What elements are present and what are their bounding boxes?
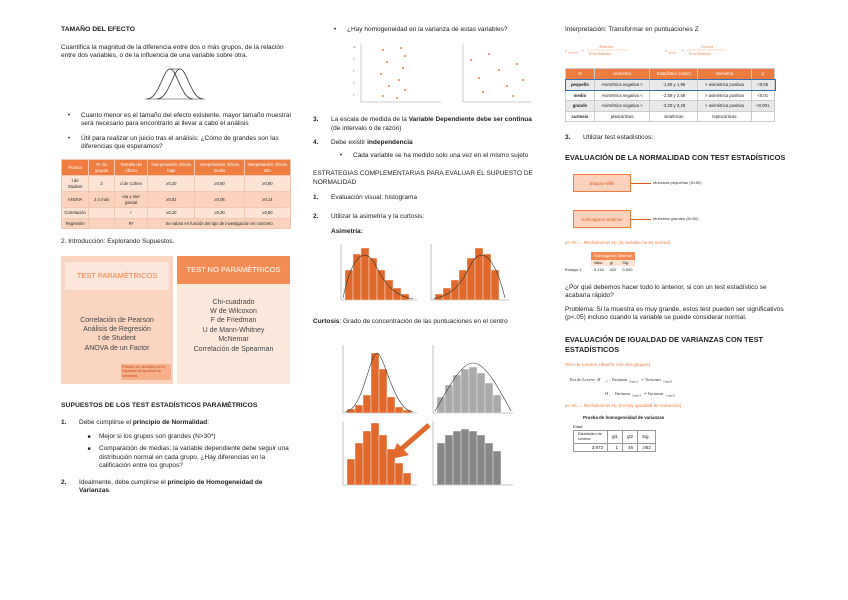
- assumption-2: 2. Idealmente, debe cumplirse el principio de Homogeneidad de Varianzas.: [61, 478, 263, 494]
- homogeneity-table-title: Prueba de homogeneidad de varianzas: [583, 414, 665, 420]
- svg-text:Curtosis: Curtosis: [701, 45, 714, 50]
- table-row: 3,973 1 46 ,052: [574, 443, 656, 452]
- scatter-plot-2: [463, 44, 531, 102]
- svg-text:6: 6: [353, 70, 355, 74]
- nonparametric-box: TEST NO PARAMÉTRICOS Chi-cuadrado W de Wilcoxon F de Friedman U de Mann-Whitney McNemar Correlación de Spearman: [177, 256, 290, 384]
- table-row: pequeño Asimétrica negativa < -1,96 y 1,96 > asimétrica positiva <0,05: [566, 80, 775, 91]
- p-rule-variance: p<.05 → Rechazamos H₀ (no hay igualdad de varianzas): [565, 402, 682, 408]
- svg-text:z: z: [565, 48, 567, 54]
- column-1: [61, 26, 291, 495]
- normality-tests-title: EVALUACIÓN DE LA NORMALIDAD CON TEST ESTADÍSTICOS: [565, 152, 786, 162]
- table-row: t de Student 2 d de Cohen ≥0,20 ≥0,50 ≥0,80: [62, 176, 291, 192]
- homogeneity-question: • ¿Hay homogeneidad en la varianza de estas variables?: [333, 26, 508, 33]
- problem-text: Problema: Si la muestra es muy grande, estos test pueden ser significativos (p<.05) incluso cuando la variable se puede considerar normal.: [565, 305, 784, 321]
- svg-text:10: 10: [353, 46, 356, 50]
- svg-text:Test de Levene: H: Test de Levene: H: [569, 376, 601, 382]
- section-2-title: 2. Introducción: Explorando Supuestos.: [61, 238, 175, 246]
- p-rule-normality: p<.05 → Rechazamos H₀ (la variable no es normal): [565, 240, 671, 246]
- levene-title: Test de Levene (diseño con dos grupos): [565, 362, 651, 368]
- svg-text:8: 8: [353, 58, 355, 62]
- svg-text:H: H: [605, 390, 609, 396]
- histogram-left: [341, 244, 417, 300]
- arrow-icon: [391, 425, 429, 459]
- assumption-1-sub-1: ■ Mejor si los grupos son grandes (N>30*): [87, 432, 216, 440]
- step-3: 3. Utilizar test estadísticos:: [565, 134, 654, 142]
- bullet-1: • Cuanto menor es el tamaño del efecto existente, mayor tamaño muestral será necesario para encontrarlo al llevar a cabo el análisis: [67, 111, 291, 128]
- kurtosis-top-right: [433, 345, 513, 413]
- assumption-3: 3. La escala de medida de la Variable Dependiente debe ser continua (de intervalo o de razón): [313, 116, 532, 132]
- table-row: ANOVA 2 o más eta y eta² parcial ≥0,01 ≥0,06 ≥0,14: [62, 192, 291, 208]
- tests-diagram: [61, 256, 291, 388]
- svg-text:=: =: [681, 48, 685, 54]
- asymmetry-label: Asimetría:: [331, 227, 363, 235]
- kurtosis-histograms: [313, 339, 535, 489]
- z-interpretation-table: N asimetría Estadístico (valor) asimetría p pequeño Asimétrica negativa < -1,96 y 1,96 > asimétrica positiva <0,05 medio Asimétrica negativa < -2,58 y 2,58 > asimétrica positiva <0,01 grande Asimétrica negativa < -3,29 y 3,29 > asimétrica positiva <0,001 curtosis platicúrticas simétricas leptocúrticas: [565, 68, 775, 122]
- table-row: Correlación r ≥0,10 ≥0,30 ≥0,50: [62, 208, 291, 218]
- interpretation-title: Interpretación: Transformar en puntuaciones Z: [565, 26, 699, 33]
- shapiro-wilk-box: Shapiro-Wilk: [573, 174, 631, 192]
- table-row: grande Asimétrica negativa < -3,29 y 3,29 > asimétrica positiva <0,001: [566, 101, 775, 112]
- table-row: medio Asimétrica negativa < -2,58 y 2,58 > asimétrica positiva <0,01: [566, 90, 775, 101]
- kurtosis-text: Curtosis: Grado de concentración de las puntuaciones en el centro: [313, 318, 508, 326]
- svg-text:4: 4: [353, 82, 355, 86]
- assumption-4: 4. Debe existir independencia: [313, 139, 413, 147]
- svg-text:2: 2: [353, 94, 355, 98]
- kolmogorov-box: Kolmogorov-Smirnov: [573, 210, 631, 228]
- effect-size-intro: Cuantifica la magnitud de la diferencia entre dos o más grupos, de la relación entre dos variables, o de la influencia de una variable sobre otra.: [61, 43, 284, 60]
- variance-tests-title: EVALUACIÓN DE IGUALDAD DE VARIANZAS CON TEST ESTADÍSTICOS: [565, 335, 764, 355]
- table-row: Regresión R² Se valora en función del tipo de investigación en concreto: [62, 218, 291, 228]
- svg-text:Asimetría: Asimetría: [599, 45, 613, 50]
- ks-result-table: Kolmogorov-Smirnov Valor gl Sig. Ensayo 1 0,116 422 0,000: [565, 252, 635, 273]
- shapiro-note: Muestras pequeñas (N<50): [653, 180, 702, 186]
- svg-text:Grupo B: Grupo B: [663, 380, 673, 384]
- effect-overlap-figure: [145, 65, 205, 103]
- normality-tests-diagram: [565, 174, 788, 240]
- parametric-note: Pueden ser obviados en el supuesto de igualdad de varianzas: [121, 364, 171, 380]
- svg-text:curtosis: curtosis: [668, 51, 677, 55]
- assumptions-title: SUPUESTOS DE LOS TEST ESTADÍSTICOS PARAMÉTRICOS: [61, 401, 258, 409]
- kolmogorov-note: Muestras grandes (N>50): [653, 216, 699, 222]
- svg-text:≠ Varianza: ≠ Varianza: [644, 390, 664, 396]
- asymmetry-histograms: [313, 240, 535, 308]
- homogeneity-table: Estadístico de Levene gl1 gl2 Sig. 3,973 1 46 ,052: [573, 430, 656, 453]
- table-row: curtosis platicúrticas simétricas leptocúrticas: [566, 111, 775, 122]
- svg-text:Error Estándar: Error Estándar: [589, 52, 612, 57]
- parametric-title: TEST PARAMÉTRICOS: [76, 270, 158, 280]
- homogeneity-table-sub: Edad: [573, 423, 583, 429]
- scatter-plot-1: [353, 44, 441, 102]
- svg-text:Grupo A: Grupo A: [629, 380, 638, 384]
- nonparametric-title: TEST NO PARAMÉTRICOS: [186, 264, 281, 274]
- column-3: [565, 26, 788, 452]
- svg-text:Error Estándar: Error Estándar: [689, 52, 712, 57]
- strategies-title: ESTRATEGIAS COMPLEMENTARIAS PARA EVALUAR EL SUPUESTO DE NORMALIDAD: [313, 170, 533, 186]
- svg-text:0: 0: [606, 380, 608, 384]
- assumption-4-sub: • Cada variable se ha medido solo una vez en el mismo sujeto: [339, 151, 529, 159]
- assumption-1: 1. Debe cumplirse el principio de Normalidad:: [61, 419, 210, 427]
- column-2: [313, 26, 535, 489]
- effect-size-table: Prueba Nº de grupos Tamaño del efecto Interpretación: Efecto bajo Interpretación: Efecto medio Interpretación: Efecto alto t de Student 2 d de Cohen ≥0,20 ≥0,50 ≥0,80 ANOVA 2 o más eta y eta² parcial ≥0,01 ≥0,06 ≥0,14 Correlación r ≥0,10 ≥0,30 ≥0,50 Regresión R² Se valora en función del tipo de investigación en concreto: [61, 159, 291, 229]
- arrow-right-icon: [631, 219, 651, 220]
- svg-text:z: z: [665, 48, 667, 54]
- bullet-2: • Útil para realizar un juicio tras el análisis: ¿Cómo de grandes son las diferencias que esperamos?: [67, 134, 279, 151]
- levene-formula: [565, 373, 788, 401]
- effect-size-title: TAMAÑO DEL EFECTO: [61, 26, 136, 33]
- parametric-box: TEST PARAMÉTRICOS Correlación de Pearson Análisis de Regresión t de Student ANOVA de un Factor Pueden ser obviados en el supuesto de igualdad de varianzas: [61, 256, 173, 384]
- svg-text:1: 1: [609, 394, 611, 398]
- z-formulas: [565, 40, 788, 62]
- svg-text:: Varianza: : Varianza: [612, 390, 631, 396]
- svg-text:=: =: [581, 48, 585, 54]
- scatter-plots: [313, 40, 535, 108]
- table-row: Ensayo 1 0,116 422 0,000: [565, 267, 633, 273]
- arrow-right-icon: [631, 183, 651, 184]
- svg-text:Grupo A: Grupo A: [632, 394, 641, 398]
- strategy-1: 1. Evaluación visual: histograma: [313, 194, 417, 202]
- svg-text:asimetría: asimetría: [568, 51, 578, 55]
- kurtosis-top-left: [343, 345, 417, 413]
- strategy-2: 2. Utilizar la asimetría y la curtosis:: [313, 212, 425, 220]
- svg-text:: Varianza: : Varianza: [609, 376, 628, 382]
- svg-text:= Varianza: = Varianza: [641, 376, 661, 382]
- assumption-1-sub-2: ■ Comparación de medias: la variable dependiente debe seguir una distribución normal en cada grupo. ¿Hay diferencias en la calificación entre los grupos?: [87, 445, 289, 470]
- histogram-right: [431, 244, 509, 300]
- why-question: ¿Por qué debemos hacer todo lo anterior, si con un test estadístico se acabaría rápido?: [565, 283, 767, 300]
- kurtosis-bottom-right: [433, 421, 513, 485]
- svg-text:Grupo B: Grupo B: [666, 394, 676, 398]
